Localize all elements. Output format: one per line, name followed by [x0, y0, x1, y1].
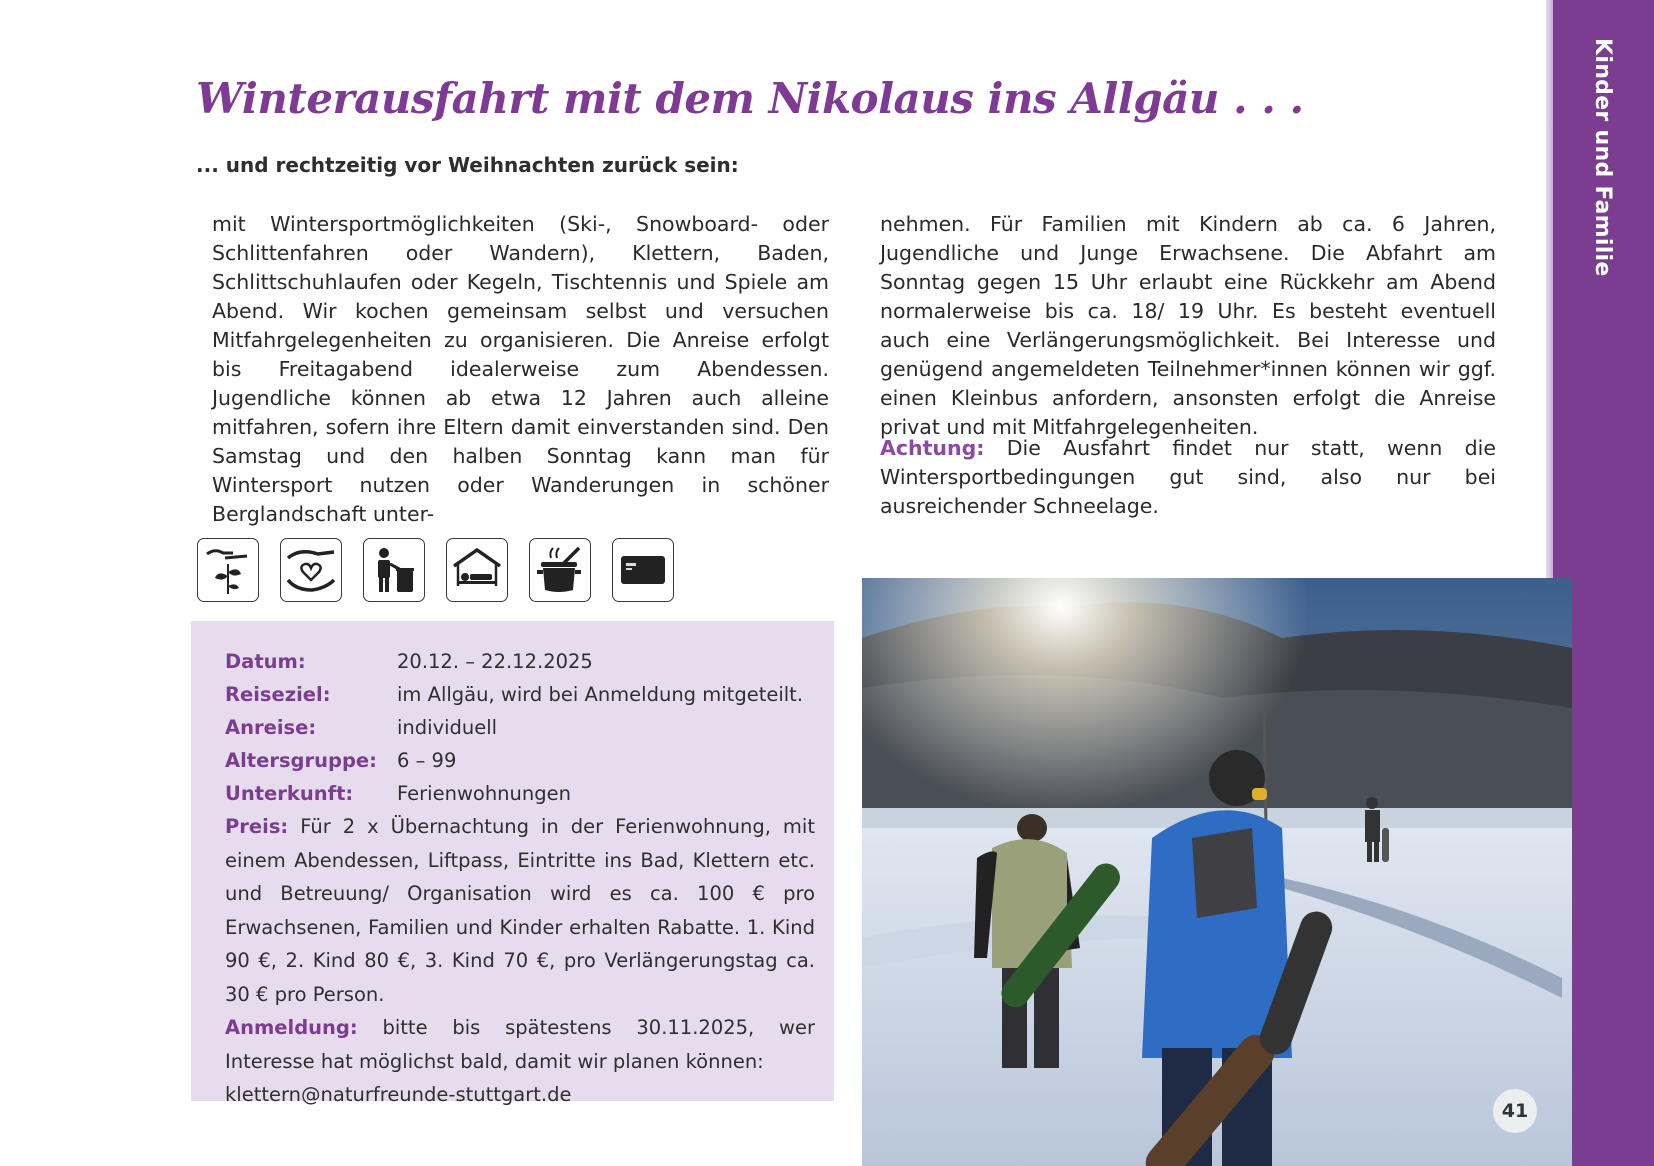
snowboarders-photo	[862, 578, 1572, 1166]
heart-hand-icon	[280, 538, 342, 602]
feature-icons	[197, 538, 674, 602]
note-text: Die Ausfahrt findet nur statt, wenn die Wintersportbedingungen gut sind, also nur bei ausreichender Schneelage.	[880, 436, 1496, 518]
info-row-destination: Reiseziel: im Allgäu, wird bei Anmeldung mitgeteilt.	[225, 683, 804, 706]
info-signup: Anmeldung: bitte bis spätestens 30.11.2025, wer Interesse hat möglichst bald, damit wir planen können: klettern@naturfreunde-stuttgart.de	[225, 1016, 815, 1106]
cooking-pot-icon	[529, 538, 591, 602]
accommodation-bed-icon	[446, 538, 508, 602]
subtitle: ... und rechtzeitig vor Weihnachten zurück sein:	[196, 153, 739, 177]
waste-bin-icon	[363, 538, 425, 602]
info-row-travel: Anreise: individuell	[225, 716, 498, 739]
page-number: 41	[1493, 1089, 1537, 1133]
sidebar-label: Kinder und Familie	[1590, 38, 1615, 277]
info-row-age-group: Altersgruppe: 6 – 99	[225, 749, 457, 772]
info-box	[191, 621, 834, 1106]
info-row-date: Datum: 20.12. – 22.12.2025	[225, 650, 593, 673]
body-text-right: nehmen. Für Familien mit Kindern ab ca. 6 Jahren, Jugendliche und Junge Erwachsene. Die Abfahrt am Sonntag gegen 15 Uhr erlaubt eine Rückkehr am Abend normalerweise bis ca. 18/ 19 Uhr. Es besteht eventuell auch eine Verlängerungsmöglichkeit. Bei Interesse und genügend angemeldeten Teilnehmer*innen können wir ggf. einen Kleinbus anfordern, ansonsten erfolgt die Anreise privat und mit Mitfahrgelegenheiten.	[880, 212, 1496, 439]
info-row-accommodation: Unterkunft: Ferienwohnungen	[225, 782, 571, 805]
nature-care-icon	[197, 538, 259, 602]
credit-card-icon	[612, 538, 674, 602]
body-text-left: mit Wintersportmöglichkeiten (Ski-, Snowboard- oder Schlittenfahren oder Wandern), Klettern, Baden, Schlittschuhlaufen oder Kegeln, Tischtennis und Spiele am Abend. Wir kochen gemeinsam selbst und versuchen Mitfahrgelegenheiten zu organisieren. Die Anreise erfolgt bis Freitagabend idealerweise zum Abendessen. Jugendliche können ab etwa 12 Jahren auch alleine mitfahren, sofern ihre Eltern damit einverstanden sind. Den Samstag und den halben Sonntag kann man für Wintersport nutzen oder Wanderungen in schöner Berglandschaft unter-	[212, 212, 829, 526]
note-label: Achtung:	[880, 436, 985, 460]
info-price: Preis: Für 2 x Übernachtung in der Ferienwohnung, mit einem Abendessen, Liftpass, Eintritte ins Bad, Klettern etc. und Betreuung/ Organisation wird es ca. 100 € pro Erwachsenen, Familien und Kinder erhalten Rabatte. 1. Kind 90 €, 2. Kind 80 €, 3. Kind 70 €, pro Verlängerungstag ca. 30 € pro Person.	[225, 815, 815, 1006]
note-paragraph	[880, 434, 1496, 521]
signup-email-link[interactable]: klettern@naturfreunde-stuttgart.de	[225, 1083, 572, 1106]
page-title: Winterausfahrt mit dem Nikolaus ins Allgäu . . .	[196, 74, 1304, 123]
